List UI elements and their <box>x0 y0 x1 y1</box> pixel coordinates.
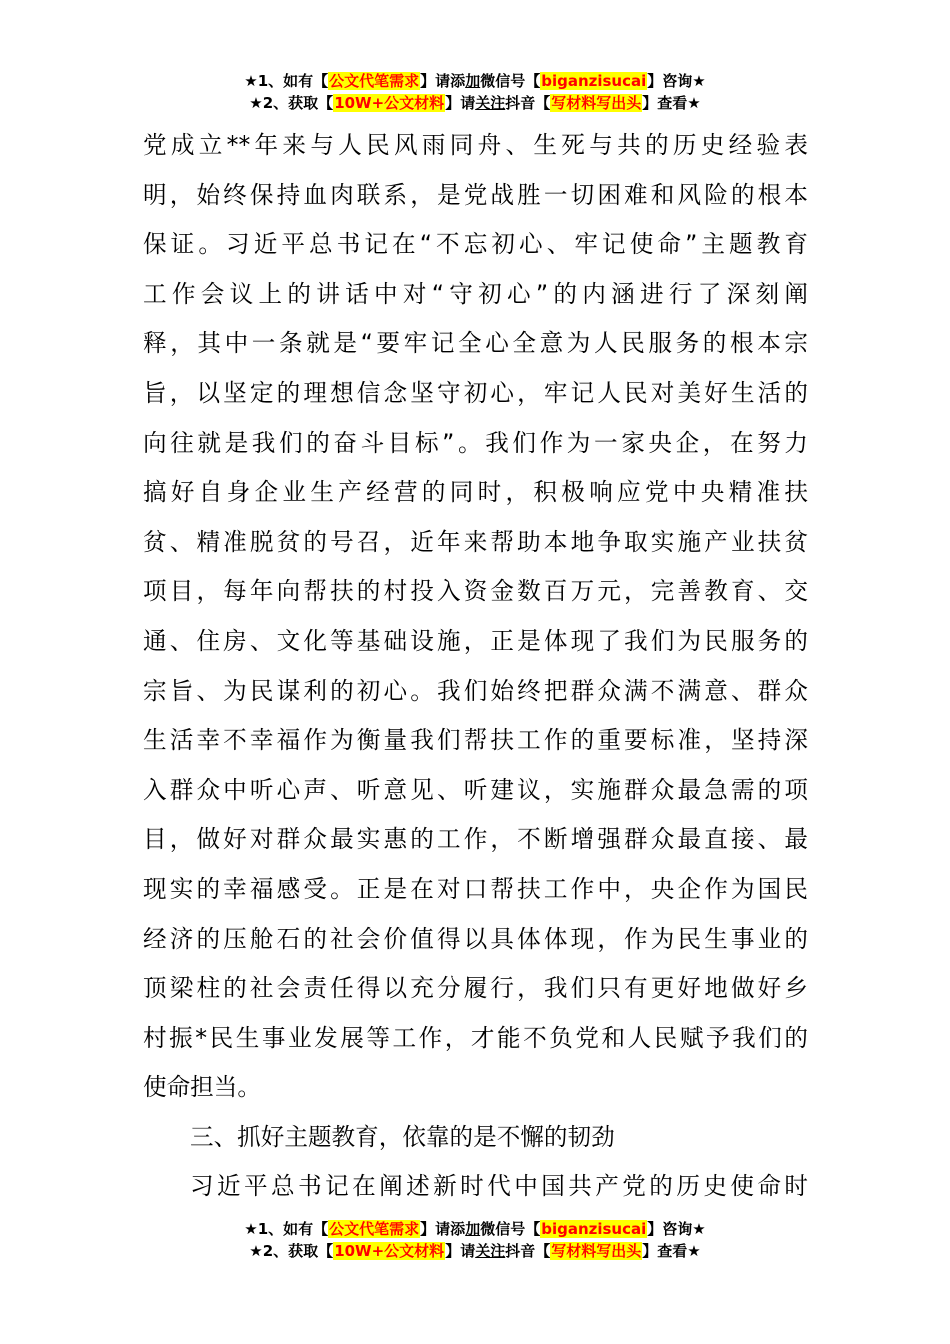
text-line: 顶梁柱的社会责任得以充分履行，我们只有更好地做好乡 <box>143 974 808 1003</box>
text-line: 宗旨、为民谋利的初心。我们始终把群众满不满意、群众 <box>143 676 808 705</box>
text-line: 使命担当。 <box>143 1073 261 1102</box>
header-banner <box>0 70 950 114</box>
text-line: 释，其中一条就是“要牢记全心全意为人民服务的根本宗 <box>143 329 808 358</box>
text-line: 习近平总书记在阐述新时代中国共产党的历史使命时 <box>190 1172 808 1201</box>
highlight-text: biganzisucai <box>541 1220 647 1238</box>
document-body <box>143 121 808 1212</box>
text-line: 向往就是我们的奋斗目标”。我们作为一家央企，在努力 <box>143 428 808 457</box>
text-line: 村振*民生事业发展等工作，才能不负党和人民赋予我们的 <box>143 1023 808 1052</box>
banner-line-1: ★1、如有【公文代笔需求】请添加微信号【biganzisucai】咨询★ <box>244 72 706 90</box>
text-line: 现实的幸福感受。正是在对口帮扶工作中，央企作为国民 <box>143 874 808 903</box>
text-line: 党成立**年来与人民风雨同舟、生死与共的历史经验表 <box>143 131 808 159</box>
footer-banner <box>0 1218 950 1262</box>
text-line: 通、住房、文化等基础设施，正是体现了我们为民服务的 <box>143 626 808 655</box>
highlight-text: 写材料写出头 <box>551 1242 642 1260</box>
text-line: 目，做好对群众最实惠的工作，不断增强群众最直接、最 <box>143 825 808 854</box>
text-line: 经济的压舱石的社会价值得以具体体现，作为民生事业的 <box>143 924 808 953</box>
banner-line-1: ★1、如有【公文代笔需求】请添加微信号【biganzisucai】咨询★ <box>244 1220 706 1238</box>
text-line: 入群众中听心声、听意见、听建议，实施群众最急需的项 <box>143 775 808 804</box>
highlight-text: biganzisucai <box>541 72 647 90</box>
text-line: 生活幸不幸福作为衡量我们帮扶工作的重要标准，坚持深 <box>143 726 808 755</box>
text-line: 保证。习近平总书记在“不忘初心、牢记使命”主题教育 <box>143 230 808 259</box>
text-line: 贫、精准脱贫的号召，近年来帮助本地争取实施产业扶贫 <box>143 527 808 556</box>
text-line: 工作会议上的讲话中对“守初心”的内涵进行了深刻阐 <box>143 279 808 308</box>
section-heading: 三、抓好主题教育，依靠的是不懈的韧劲 <box>190 1122 615 1151</box>
text-line: 旨，以坚定的理想信念坚守初心，牢记人民对美好生活的 <box>143 378 808 407</box>
highlight-text: 写材料写出头 <box>551 94 642 112</box>
text-line: 明，始终保持血肉联系，是党战胜一切困难和风险的根本 <box>143 180 808 209</box>
highlight-text: 10W+公文材料 <box>334 1242 445 1260</box>
highlight-text: 公文代笔需求 <box>329 1220 420 1238</box>
paragraph <box>143 121 808 1113</box>
highlight-text: 公文代笔需求 <box>329 72 420 90</box>
banner-line-2: ★2、获取【10W+公文材料】请关注抖音【写材料写出头】查看★ <box>249 1242 701 1260</box>
banner-line-2: ★2、获取【10W+公文材料】请关注抖音【写材料写出头】查看★ <box>249 94 701 112</box>
highlight-text: 10W+公文材料 <box>334 94 445 112</box>
text-line: 项目，每年向帮扶的村投入资金数百万元，完善教育、交 <box>143 577 808 606</box>
text-line: 搞好自身企业生产经营的同时，积极响应党中央精准扶 <box>143 478 808 507</box>
